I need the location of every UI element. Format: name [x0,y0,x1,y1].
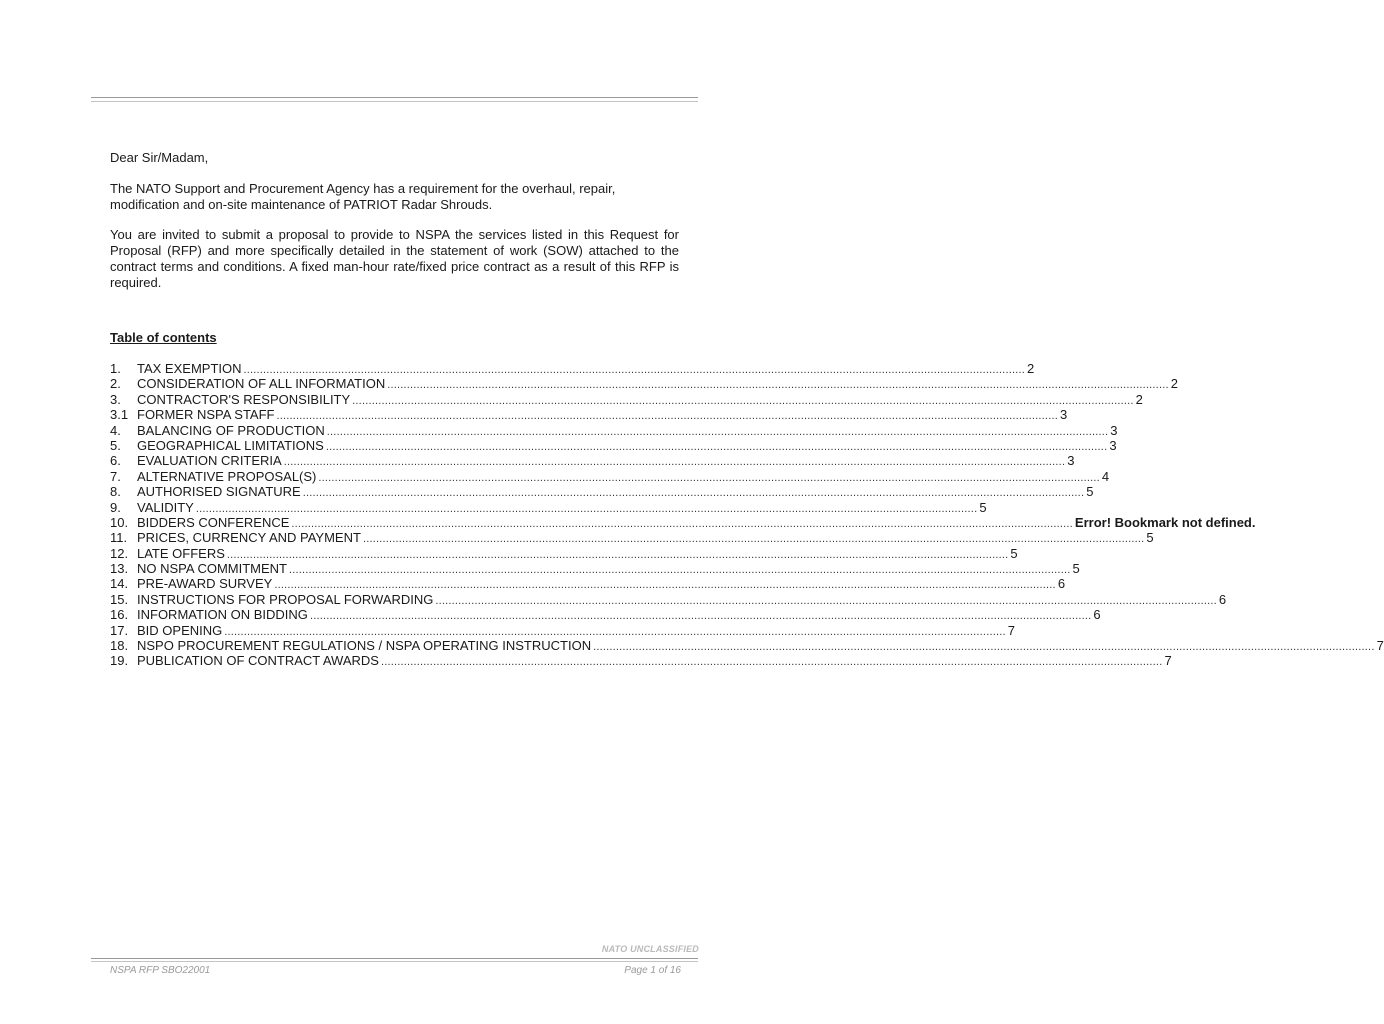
toc-entry-number: 4. [110,422,121,438]
header-rule-secondary [91,101,698,102]
toc-entry[interactable] [110,422,1118,438]
toc-entry-page: 5 [1072,561,1080,577]
page-number: Page 1 of 16 [624,965,681,976]
toc-entry[interactable] [110,591,1227,607]
toc-entry-number: 1. [110,361,121,376]
toc-entry-number: 19. [110,653,129,669]
toc-entry-title: LATE OFFERS [137,545,225,561]
toc-dot-leader: ................................................................................................................................................................................................................................................ [288,564,1071,577]
toc-entry-number: 10. [110,514,129,530]
toc-entry-title: INSTRUCTIONS FOR PROPOSAL FORWARDING [137,591,434,607]
toc-entry-title: CONSIDERATION OF ALL INFORMATION [137,376,386,392]
toc-entry[interactable] [110,407,1068,423]
toc-entry-number: 12. [110,545,129,561]
toc-dot-leader: ................................................................................................................................................................................................................................................ [243,364,1025,376]
classification-marking: NATO UNCLASSIFIED [601,944,699,954]
toc-entry[interactable] [110,391,1143,407]
toc-entry-page: 7 [1164,653,1172,669]
toc-entry[interactable] [110,437,1117,453]
toc-entry-page: 6 [1057,576,1066,592]
toc-entry-page: 3 [1110,422,1118,438]
toc-entry-number: 17. [110,622,129,638]
toc-entry-title: NO NSPA COMMITMENT [137,561,287,577]
toc-entry[interactable] [110,561,1080,577]
toc-entry-number: 14. [110,576,129,592]
toc-entry-title: PUBLICATION OF CONTRACT AWARDS [137,653,379,669]
toc-entry[interactable] [110,361,1035,376]
toc-entry[interactable] [110,484,1094,500]
header-rule [91,97,698,98]
toc-entry-number: 15. [110,591,129,607]
toc-entry-number: 13. [110,561,129,577]
table-of-contents [110,361,1384,669]
toc-entry-page: 2 [1170,376,1178,392]
toc-entry-number: 11. [110,530,128,546]
toc-dot-leader: ................................................................................................................................................................................................................................................ [362,533,1145,546]
toc-entry-title: AUTHORISED SIGNATURE [137,484,301,500]
toc-dot-leader: ................................................................................................................................................................................................................................................ [309,610,1092,623]
toc-entry[interactable] [110,638,1384,654]
toc-entry-page: 2 [1135,391,1143,407]
intro-paragraph: The NATO Support and Procurement Agency has a requirement for the overhaul, repair, modification and on-site maintenance of PATRIOT Radar Shrouds. [110,181,616,212]
salutation: Dear Sir/Madam, [110,150,209,165]
toc-dot-leader: ................................................................................................................................................................................................................................................ [283,456,1066,469]
toc-entry[interactable] [110,622,1015,638]
toc-entry[interactable] [110,499,987,515]
toc-entry-number: 9. [110,499,121,515]
toc-entry-number: 6. [110,453,121,469]
toc-entry-page: 4 [1101,468,1110,484]
toc-entry-title: ALTERNATIVE PROPOSAL(S) [137,468,317,484]
toc-entry-page: Error! Bookmark not defined. [1074,514,1256,530]
toc-entry-title: GEOGRAPHICAL LIMITATIONS [137,437,324,453]
toc-dot-leader: ................................................................................................................................................................................................................................................ [276,410,1058,423]
toc-dot-leader: ................................................................................................................................................................................................................................................ [435,594,1217,607]
toc-entry-title: NSPO PROCUREMENT REGULATIONS / NSPA OPERATING INSTRUCTION [137,638,592,654]
toc-dot-leader: ................................................................................................................................................................................................................................................ [274,579,1056,592]
toc-dot-leader: ................................................................................................................................................................................................................................................ [226,548,1009,561]
toc-entry-title: PRE-AWARD SURVEY [137,576,273,592]
toc-dot-leader: ................................................................................................................................................................................................................................................ [224,625,1006,638]
toc-entry-title: BALANCING OF PRODUCTION [137,422,325,438]
toc-entry-title: BIDDERS CONFERENCE [137,514,290,530]
footer-rule-secondary [91,961,698,962]
toc-entry-number: 18. [110,638,129,654]
toc-entry-title: TAX EXEMPTION [137,361,242,376]
toc-entry-title: EVALUATION CRITERIA [137,453,282,469]
toc-entry-page: 7 [1376,638,1384,654]
toc-dot-leader: ................................................................................................................................................................................................................................................ [291,517,1073,530]
toc-dot-leader: ................................................................................................................................................................................................................................................ [195,502,978,515]
toc-dot-leader: ................................................................................................................................................................................................................................................ [352,394,1134,407]
toc-entry-page: 2 [1026,361,1035,376]
toc-entry-title: BID OPENING [137,622,223,638]
toc-entry[interactable] [110,653,1172,669]
toc-entry[interactable] [110,514,1256,530]
toc-entry[interactable] [110,576,1066,592]
toc-entry[interactable] [110,453,1075,469]
toc-entry-title: VALIDITY [137,499,194,515]
toc-entry-number: 3.1 [110,407,129,423]
toc-dot-leader: ................................................................................................................................................................................................................................................ [387,379,1169,392]
toc-dot-leader: ................................................................................................................................................................................................................................................ [593,641,1375,654]
toc-entry-page: 5 [1086,484,1094,500]
toc-entry-number: 8. [110,484,121,500]
toc-entry-title: FORMER NSPA STAFF [137,407,275,423]
toc-entry-number: 2. [110,376,121,392]
toc-entry-page: 3 [1059,407,1068,423]
toc-entry-page: 3 [1067,453,1075,469]
toc-entry[interactable] [110,545,1018,561]
document-reference: NSPA RFP SBO22001 [110,965,211,976]
toc-entry-page: 6 [1093,607,1101,623]
toc-entry[interactable] [110,468,1110,484]
toc-heading: Table of contents [110,330,217,345]
toc-dot-leader: ................................................................................................................................................................................................................................................ [325,440,1108,453]
toc-entry-page: 5 [1010,545,1018,561]
toc-entry[interactable] [110,530,1154,546]
toc-entry-page: 7 [1007,622,1015,638]
toc-entry-page: 6 [1218,591,1227,607]
toc-entry-title: PRICES, CURRENCY AND PAYMENT [137,530,361,546]
toc-entry-title: INFORMATION ON BIDDING [137,607,308,623]
toc-dot-leader: ................................................................................................................................................................................................................................................ [302,487,1085,500]
toc-entry-page: 3 [1109,437,1117,453]
toc-dot-leader: ................................................................................................................................................................................................................................................ [326,425,1109,438]
toc-dot-leader: ................................................................................................................................................................................................................................................ [318,471,1100,484]
toc-entry[interactable] [110,376,1178,392]
footer-rule [91,958,698,959]
toc-entry-page: 5 [1146,530,1154,546]
invitation-paragraph: You are invited to submit a proposal to provide to NSPA the services listed in this Request for Proposal (RFP) and more specifically detailed in the statement of work (SOW) attached to the contract terms and conditions. A fixed man-hour rate/fixed price contract as a result of this RFP is required. [110,227,679,290]
toc-entry-number: 3. [110,391,121,407]
toc-entry-title: CONTRACTOR'S RESPONSIBILITY [137,391,351,407]
toc-entry-number: 5. [110,437,121,453]
toc-dot-leader: ................................................................................................................................................................................................................................................ [380,656,1163,669]
toc-entry-number: 7. [110,468,121,484]
toc-entry-page: 5 [979,499,987,515]
toc-entry[interactable] [110,607,1101,623]
toc-entry-number: 16. [110,607,129,623]
